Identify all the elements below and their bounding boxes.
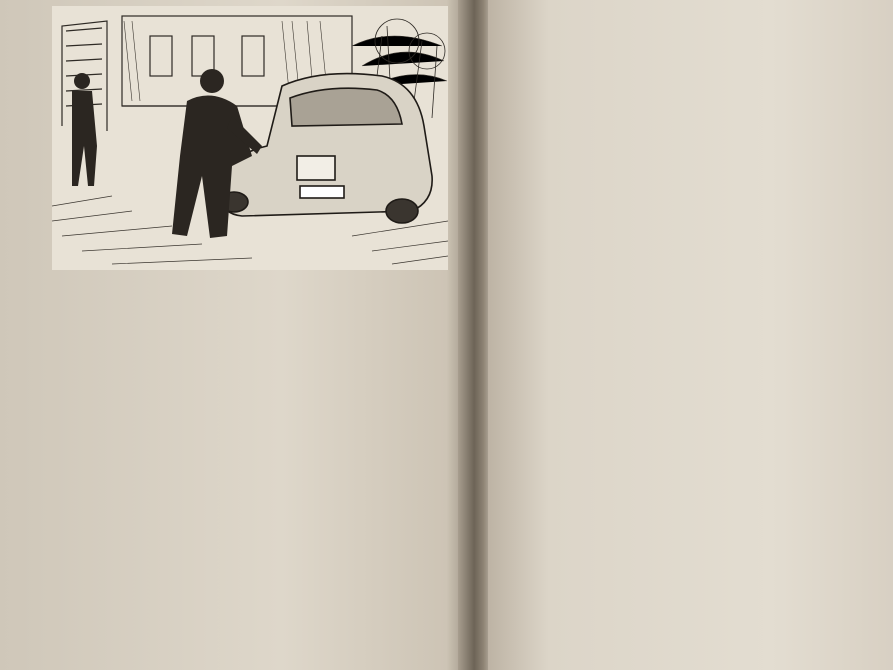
book-illustration [52, 6, 448, 270]
right-page-text [496, 0, 893, 28]
right-page [488, 0, 893, 670]
chapter-number [499, 0, 797, 28]
right-page-top-text [497, 0, 893, 10]
right-page-body [499, 0, 893, 28]
